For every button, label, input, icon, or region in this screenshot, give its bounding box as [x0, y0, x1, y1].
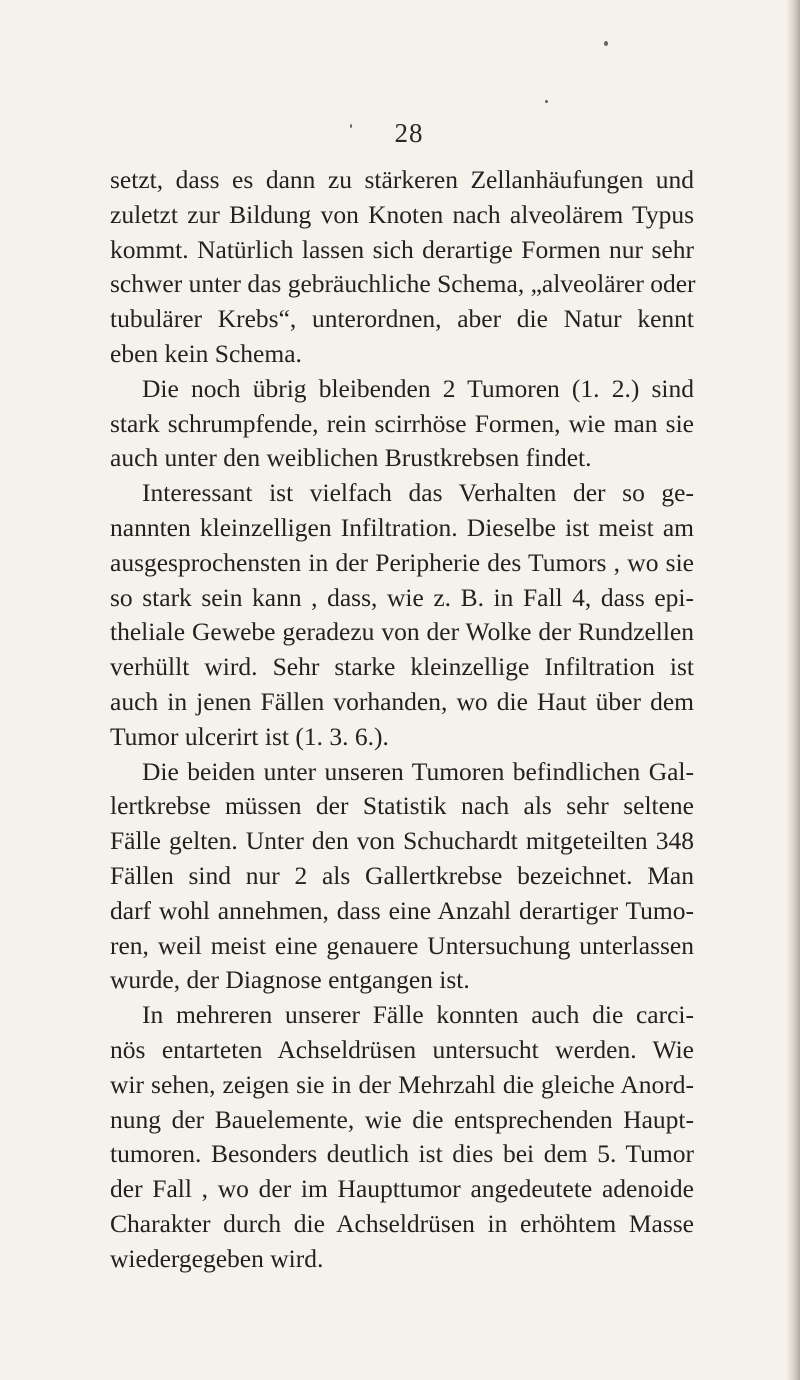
- text-line: verhüllt wird. Sehr starke kleinzellige Infiltration ist: [110, 652, 694, 682]
- text-line: nös entarteten Achseldrüsen untersucht werden. Wie: [110, 1034, 694, 1064]
- ink-speck: [604, 41, 608, 46]
- text-line: tubulärer Krebs“, unterordnen, aber die Natur kennt: [110, 304, 694, 334]
- page-edge-shadow: [786, 0, 800, 1380]
- text-line: wir sehen, zeigen sie in der Mehrzahl die gleiche Anord-: [110, 1069, 694, 1099]
- text-line: Die noch übrig bleibenden 2 Tumoren (1. 2.) sind: [142, 373, 694, 403]
- ink-speck: [545, 100, 548, 103]
- text-line: lertkrebse müssen der Statistik nach als sehr seltene: [110, 791, 694, 821]
- text-line: stark schrumpfende, rein scirrhöse Formen, wie man sie: [110, 408, 694, 438]
- text-line: eben kein Schema.: [110, 338, 302, 368]
- text-line: zuletzt zur Bildung von Knoten nach alveolärem Typus: [110, 199, 694, 229]
- text-line: Interessant ist vielfach das Verhalten der so ge-: [142, 478, 694, 508]
- text-line: Die beiden unter unseren Tumoren befindlichen Gal-: [142, 756, 694, 786]
- text-line: In mehreren unserer Fälle konnten auch die carci-: [142, 1000, 694, 1030]
- body-text: [110, 163, 694, 1277]
- text-line: ren, weil meist eine genauere Untersuchung unterlassen: [110, 930, 694, 960]
- text-line: nung der Bauelemente, wie die entsprechenden Haupt-: [110, 1104, 694, 1134]
- page-number: 28: [394, 118, 424, 148]
- text-line: wurde, der Diagnose entgangen ist.: [110, 965, 470, 995]
- text-line: theliale Gewebe geradezu von der Wolke der Rundzellen: [110, 617, 694, 647]
- text-line: nannten kleinzelligen Infiltration. Dieselbe ist meist am: [110, 512, 694, 542]
- text-line: auch unter den weiblichen Brustkrebsen findet.: [110, 443, 592, 473]
- text-line: so stark sein kann , dass, wie z. B. in Fall 4, dass epi-: [110, 582, 694, 612]
- text-line: auch in jenen Fällen vorhanden, wo die Haut über dem: [110, 686, 694, 716]
- text-line: setzt, dass es dann zu stärkeren Zellanhäufungen und: [110, 165, 694, 194]
- text-line: Tumor ulcerirt ist (1. 3. 6.).: [110, 721, 389, 751]
- text-line: ausgesprochensten in der Peripherie des Tumors , wo sie: [110, 547, 694, 577]
- text-line: der Fall , wo der im Haupttumor angedeutete adenoide: [110, 1174, 694, 1204]
- text-line: schwer unter das gebräuchliche Schema, „alveolärer oder: [110, 269, 696, 299]
- text-line: tumoren. Besonders deutlich ist dies bei dem 5. Tumor: [110, 1139, 694, 1169]
- text-line: Charakter durch die Achseldrüsen in erhöhtem Masse: [110, 1208, 694, 1238]
- text-line: darf wohl annehmen, dass eine Anzahl derartiger Tumo-: [110, 895, 694, 925]
- text-line: Fälle gelten. Unter den von Schuchardt mitgeteilten 348: [110, 826, 694, 856]
- text-line: Fällen sind nur 2 als Gallertkrebse bezeichnet. Man: [110, 860, 694, 890]
- text-line: kommt. Natürlich lassen sich derartige Formen nur sehr: [110, 234, 694, 264]
- text-line: wiedergegeben wird.: [110, 1243, 324, 1273]
